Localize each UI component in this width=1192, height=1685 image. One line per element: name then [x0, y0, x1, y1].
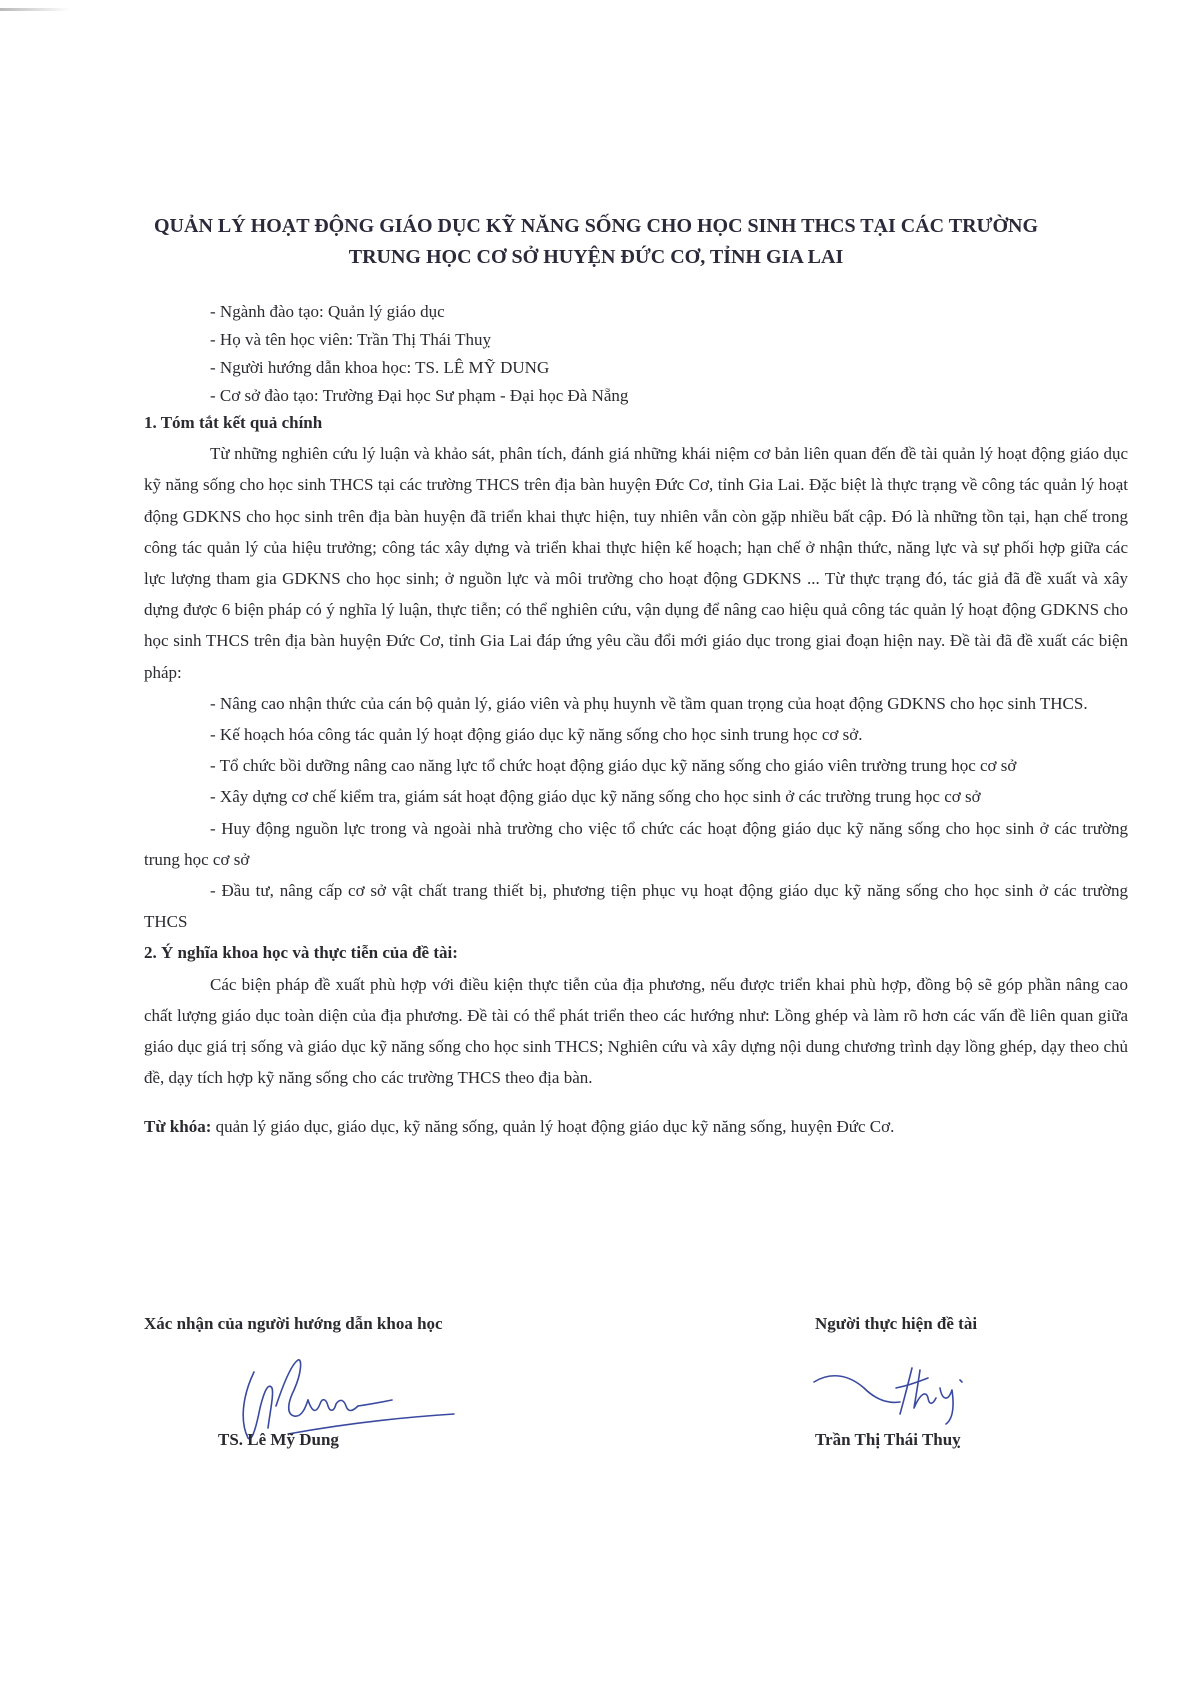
section1-heading: 1. Tóm tắt kết quả chính	[144, 413, 323, 432]
measure-item: - Huy động nguồn lực trong và ngoài nhà trường cho việc tổ chức các hoạt động giáo dục kỹ năng sống cho học sinh ở các trường trung học cơ sở	[144, 818, 1128, 869]
measure-item: - Tổ chức bồi dưỡng nâng cao năng lực tổ chức hoạt động giáo dục kỹ năng sống cho giáo viên trường trung học cơ sở	[210, 756, 1017, 776]
keywords-text: quản lý giáo dục, giáo dục, kỹ năng sống, quản lý hoạt động giáo dục kỹ năng sống, huyện Đức Cơ.	[215, 1117, 895, 1137]
supervisor-confirmation-heading: Xác nhận của người hướng dẫn khoa học	[144, 1314, 443, 1333]
measure-item: - Nâng cao nhận thức của cán bộ quản lý, giáo viên và phụ huynh về tầm quan trọng của hoạt động GDKNS cho học sinh THCS.	[210, 693, 1088, 713]
section2-heading: 2. Ý nghĩa khoa học và thực tiễn của đề tài:	[144, 943, 458, 963]
author-signature	[808, 1348, 998, 1428]
measure-item: - Kế hoạch hóa công tác quản lý hoạt động giáo dục kỹ năng sống cho học sinh trung học cơ sở.	[210, 725, 863, 745]
keywords-line	[144, 1111, 1128, 1142]
meta-institution: - Cơ sở đào tạo: Trường Đại học Sư phạm - Đại học Đà Nẵng	[210, 386, 629, 405]
meta-training-field: - Ngành đào tạo: Quản lý giáo dục	[210, 302, 445, 321]
keywords-label: Từ khóa:	[144, 1117, 212, 1137]
measure-item: - Xây dựng cơ chế kiểm tra, giám sát hoạt động giáo dục kỹ năng sống cho học sinh ở các trường trung học cơ sở	[210, 787, 981, 807]
section1-paragraph: Từ những nghiên cứu lý luận và khảo sát, phân tích, đánh giá những khái niệm cơ bản liên quan đến đề tài quản lý hoạt động giáo dục kỹ năng sống cho học sinh THCS tại các trường THCS trên địa bàn huyện Đức Cơ, tỉnh Gia Lai. Đặc biệt là thực trạng về công tác quản lý hoạt động GDKNS cho học sinh trên địa bàn huyện đã triển khai thực hiện, tuy nhiên vẫn còn gặp nhiều bất cập. Đó là những tồn tại, hạn chế trong công tác quản lý của hiệu trưởng; công tác xây dựng và triển khai thực hiện kế hoạch; hạn chế ở nhận thức, năng lực và sự phối hợp giữa các lực lượng tham gia GDKNS cho học sinh; ở nguồn lực và môi trường cho hoạt động GDKNS ... Từ thực trạng đó, tác giả đã đề xuất và xây dựng được 6 biện pháp có ý nghĩa lý luận, thực tiễn; có thể nghiên cứu, vận dụng để nâng cao hiệu quả công tác quản lý hoạt động GDKNS cho học sinh THCS trên địa bàn huyện Đức Cơ, tỉnh Gia Lai đáp ứng yêu cầu đổi mới giáo dục trong giai đoạn hiện nay. Đề tài đã đề xuất các biện pháp:	[144, 444, 1128, 682]
title-line-1: QUẢN LÝ HOẠT ĐỘNG GIÁO DỤC KỸ NĂNG SỐNG CHO HỌC SINH THCS TẠI CÁC TRƯỜNG	[154, 215, 1038, 237]
title-line-2: TRUNG HỌC CƠ SỞ HUYỆN ĐỨC CƠ, TỈNH GIA LAI	[348, 246, 844, 268]
section2-paragraph: Các biện pháp đề xuất phù hợp với điều kiện thực tiễn của địa phương, nếu được triển khai phù hợp, đồng bộ sẽ góp phần nâng cao chất lượng giáo dục toàn diện của địa phương. Đề tài có thể phát triển theo các hướng như: Lồng ghép và làm rõ hơn các vấn đề liên quan giữa giáo dục giá trị sống và giáo dục kỹ năng sống cho học sinh THCS; Nghiên cứu và xây dựng nội dung chương trình dạy lồng ghép, dạy theo chủ đề, dạy tích hợp kỹ năng sống cho các trường THCS theo địa bàn.	[144, 974, 1128, 1088]
supervisor-name: TS. Lê Mỹ Dung	[218, 1430, 339, 1449]
author-heading: Người thực hiện đề tài	[815, 1314, 978, 1333]
meta-supervisor: - Người hướng dẫn khoa học: TS. LÊ MỸ DUNG	[210, 358, 550, 377]
meta-student-name: - Họ và tên học viên: Trần Thị Thái Thuỵ	[210, 330, 491, 349]
measure-item: - Đầu tư, nâng cấp cơ sở vật chất trang thiết bị, phương tiện phục vụ hoạt động giáo dục kỹ năng sống cho học sinh ở các trường THCS	[144, 881, 1128, 932]
meta-info	[210, 298, 1010, 410]
document-body	[144, 407, 1128, 1143]
document-title	[120, 211, 1072, 273]
author-name: Trần Thị Thái Thuỵ	[815, 1430, 961, 1449]
scan-edge-mark	[0, 8, 70, 11]
